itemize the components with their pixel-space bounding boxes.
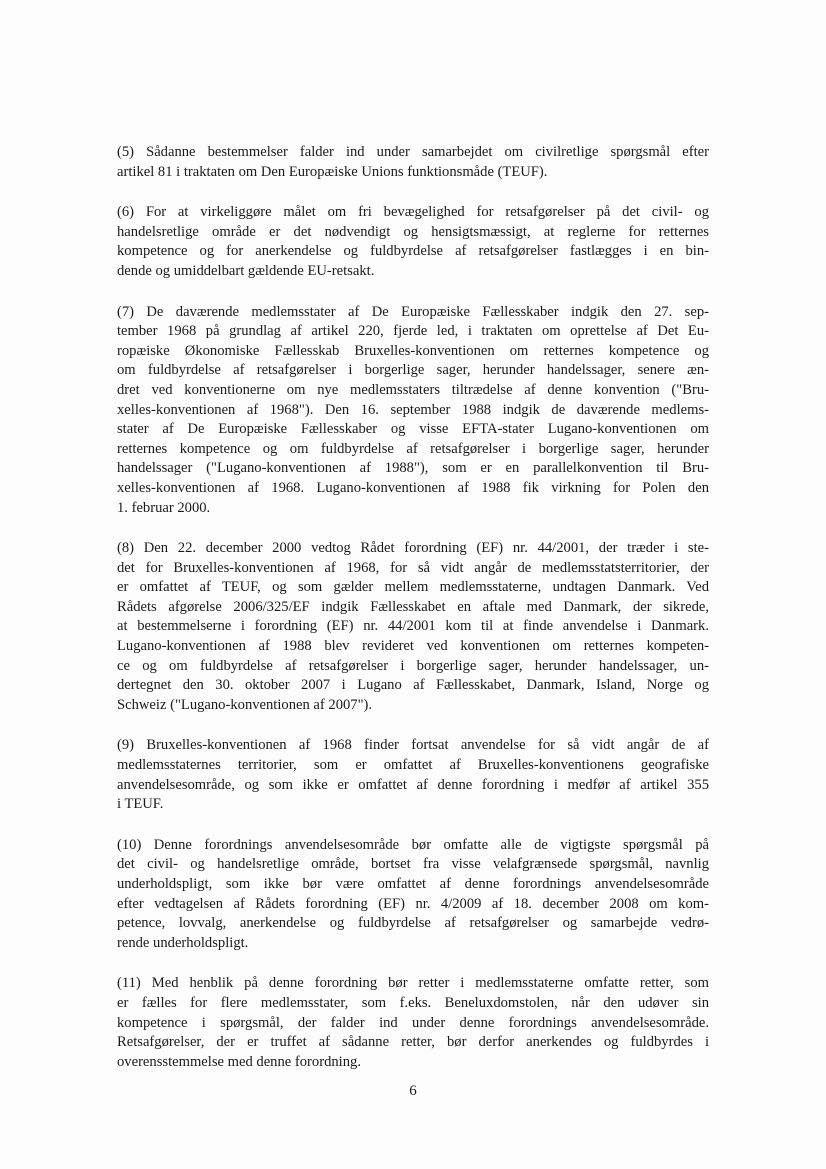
paragraph-line: (7) De daværende medlemsstater af De Europæiske Fællesskaber indgik den 27. sep-	[117, 303, 709, 320]
paragraph-line: artikel 81 i traktaten om Den Europæiske Unions funktionsmåde (TEUF).	[117, 163, 548, 180]
paragraph-line: at bestemmelserne i forordning (EF) nr. 44/2001 kom til at finde anvendelse i Danmark.	[117, 618, 709, 635]
paragraph-line: Lugano-konventionen af 1988 blev revideret ved konventionen om retternes kompeten-	[117, 638, 709, 655]
paragraph-line: dret ved konventionerne om nye medlemsstaters tiltrædelse af denne konvention ("Bru-	[117, 381, 709, 398]
paragraph-line: (9) Bruxelles-konventionen af 1968 finder fortsat anvendelse for så vidt angår de af	[117, 737, 709, 754]
paragraph-line: dende og umiddelbart gældende EU-retsakt.	[117, 262, 375, 279]
paragraph-line: 1. februar 2000.	[117, 499, 211, 516]
paragraph-line: ce og om fuldbyrdelse af retsafgørelser i borgerlige sager, herunder handelssager, un-	[117, 657, 709, 674]
paragraph	[117, 836, 709, 954]
paragraph-line: Rådets afgørelse 2006/325/EF indgik Fællesskabet en aftale med Danmark, der sikrede,	[117, 598, 709, 615]
paragraph-line: om fuldbyrdelse af retsafgørelser i borgerlige sager, herunder handelssager, senere æn-	[117, 362, 709, 379]
paragraph-line: (5) Sådanne bestemmelser falder ind under samarbejdet om civilretlige spørgsmål efter	[117, 144, 709, 160]
page-number: 6	[409, 1083, 417, 1099]
paragraph-line: anvendelsesområde, og som ikke er omfattet af denne forordning i medfør af artikel 355	[117, 776, 709, 793]
paragraph-line: stater af De Europæiske Fællesskaber og visse EFTA-stater Lugano-konventionen om	[117, 421, 709, 438]
paragraph-line: kompetence i spørgsmål, der falder ind under denne forordnings anvendelsesområde.	[117, 1014, 709, 1031]
paragraph-line: det for Bruxelles-konventionen af 1968, for så vidt angår de medlemsstatsterritorier, der	[117, 559, 709, 576]
paragraph-line: underholdspligt, som ikke bør være omfattet af denne forordnings anvendelsesområde	[117, 876, 709, 892]
paragraph-line: medlemsstaternes territorier, som er omfattet af Bruxelles-konventionens geografiske	[117, 757, 709, 774]
paragraph-line: (10) Denne forordnings anvendelsesområde bør omfatte alle de vigtigste spørgsmål på	[117, 836, 709, 853]
paragraph-line: kompetence og for anerkendelse og fuldbyrdelse af retsafgørelser fastlægges i en bin-	[117, 243, 709, 260]
paragraph-line: xelles-konventionen af 1968"). Den 16. september 1988 indgik de daværende medlems-	[117, 401, 709, 418]
paragraph-line: tember 1968 på grundlag af artikel 220, fjerde led, i traktaten om oprettelse af Det Eu-	[117, 323, 709, 340]
paragraph-line: Schweiz ("Lugano-konventionen af 2007").	[117, 696, 373, 713]
document-body	[117, 143, 709, 1093]
paragraph-line: rende underholdspligt.	[117, 934, 249, 951]
paragraph	[117, 974, 709, 1072]
paragraph-line: (11) Med henblik på denne forordning bør retter i medlemsstaterne omfatte retter, som	[117, 975, 709, 992]
paragraph-line: i TEUF.	[117, 796, 164, 813]
paragraph-line: efter vedtagelsen af Rådets forordning (EF) nr. 4/2009 af 18. december 2008 om kom-	[117, 895, 709, 912]
paragraph-line: er omfattet af TEUF, og som gælder mellem medlemsstaterne, undtagen Danmark. Ved	[117, 579, 709, 596]
paragraph-line: er fælles for flere medlemsstater, som f.eks. Beneluxdomstolen, når den udøver sin	[117, 994, 709, 1011]
paragraph-line: overensstemmelse med denne forordning.	[117, 1053, 361, 1070]
paragraph-line: ropæiske Økonomiske Fællesskab Bruxelles-konventionen om retternes kompetence og	[117, 342, 709, 359]
paragraph	[117, 736, 709, 814]
paragraph	[117, 203, 709, 281]
paragraph-line: (8) Den 22. december 2000 vedtog Rådet forordning (EF) nr. 44/2001, der træder i ste-	[117, 540, 709, 557]
paragraph	[117, 303, 709, 519]
paragraph-line: det civil- og handelsretlige område, bortset fra visse velafgrænsede spørgsmål, navnlig	[117, 856, 709, 873]
paragraph-line: Retsafgørelser, der er truffet af sådanne retter, bør derfor anerkendes og fuldbyrdes i	[117, 1034, 709, 1051]
paragraph-line: handelssager ("Lugano-konventionen af 1988"), som er en parallelkonvention til Bru-	[117, 460, 709, 477]
paragraph-line: handelsretlige område er det nødvendigt og hensigtsmæssigt, at reglerne for retternes	[117, 223, 709, 240]
paragraph-line: xelles-konventionen af 1968. Lugano-konventionen af 1988 fik virkning for Polen den	[117, 479, 709, 496]
paragraph	[117, 539, 709, 715]
paragraph-line: retternes kompetence og om fuldbyrdelse af retsafgørelser i borgerlige sager, herunder	[117, 440, 709, 457]
paragraph-line: (6) For at virkeliggøre målet om fri bevægelighed for retsafgørelser på det civil- og	[117, 204, 709, 221]
paragraph-line: dertegnet den 30. oktober 2007 i Lugano af Fællesskabet, Danmark, Island, Norge og	[117, 677, 709, 694]
paragraph-line: petence, lovvalg, anerkendelse og fuldbyrdelse af retsafgørelser og samarbejde vedrø-	[117, 915, 709, 932]
paragraph	[117, 143, 709, 182]
